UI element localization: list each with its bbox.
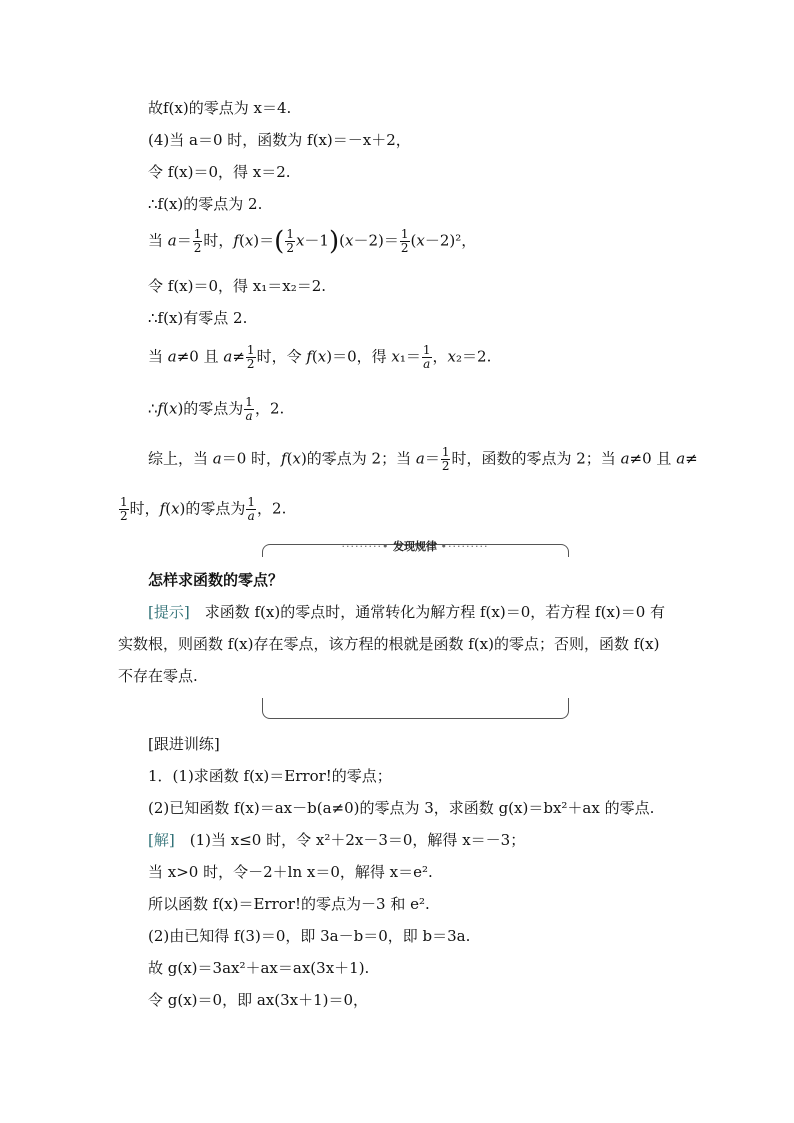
practice-q1: 1．(1)求函数 f(x)＝Error!的零点； bbox=[148, 767, 392, 785]
fraction-half: $\frac{1}{2}$ bbox=[193, 227, 202, 255]
practice-q2: (2)已知函数 f(x)＝ax－b(a≠0)的零点为 3，求函数 g(x)＝bx²＋ax 的零点. bbox=[148, 799, 655, 817]
tip-line-3: 不存在零点. bbox=[118, 667, 198, 685]
text-line-9: ∴f(x)的零点为 $\frac{1}{a}$ ，2. bbox=[148, 395, 285, 423]
solution-line-4: (2)由已知得 f(3)＝0，即 3a－b＝0，即 b＝3a. bbox=[148, 927, 471, 945]
text-line-5: 当 a＝ $\frac{1}{2}$ 时，f(x)＝( $\frac{1}{2}$ x－1)(x－2)＝ $\frac{1}{2}$ (x－2)²， bbox=[148, 226, 477, 257]
solution-line-5: 故 g(x)＝3ax²＋ax＝ax(3x＋1). bbox=[148, 959, 370, 977]
tip-question: 怎样求函数的零点？ bbox=[148, 571, 284, 589]
solution-tag: [解] bbox=[148, 831, 175, 849]
text-line-4: ∴f(x)的零点为 2. bbox=[148, 195, 263, 213]
text-line-2: (4)当 a＝0 时，函数为 f(x)＝－x＋2， bbox=[148, 131, 411, 149]
tip-line-2: 实数根，则函数 f(x)存在零点，该方程的根就是函数 f(x)的零点；否则，函数 f(x) bbox=[118, 635, 660, 653]
text-line-6: 令 f(x)＝0，得 x₁＝x₂＝2. bbox=[148, 277, 327, 295]
text-line-1: 故f(x)的零点为 x＝4. bbox=[148, 99, 292, 117]
tip-box-title: ·········• 发现规律 •········· bbox=[341, 540, 489, 553]
text-line-conclusion-cont: $\frac{1}{2}$ 时，f(x)的零点为 $\frac{1}{a}$ ，2. bbox=[120, 495, 287, 523]
solution-line-3: 所以函数 f(x)＝Error!的零点为－3 和 e². bbox=[148, 895, 430, 913]
solution-line-6: 令 g(x)＝0，即 ax(3x＋1)＝0， bbox=[148, 991, 369, 1009]
text-line-conclusion: 综上，当 a＝0 时，f(x)的零点为 2；当 a＝ $\frac{1}{2}$ 时，函数的零点为 2；当 a≠0 且 a≠ bbox=[148, 445, 698, 473]
hint-tag: [提示] bbox=[148, 603, 190, 621]
text-line-7: ∴f(x)有零点 2. bbox=[148, 309, 248, 327]
solution-line-2: 当 x>0 时，令－2＋ln x＝0，解得 x＝e². bbox=[148, 863, 433, 881]
text-line-8: 当 a≠0 且 a≠ $\frac{1}{2}$ 时，令 f(x)＝0，得 x₁＝ $\frac{1}{a}$ ，x₂＝2. bbox=[148, 343, 492, 371]
text-line-3: 令 f(x)＝0，得 x＝2. bbox=[148, 163, 291, 181]
tip-box-bottom bbox=[262, 698, 569, 719]
practice-heading: [跟进训练] bbox=[148, 735, 220, 753]
tip-line-1: [提示] 求函数 f(x)的零点时，通常转化为解方程 f(x)＝0，若方程 f(x)＝0 有 bbox=[148, 603, 666, 621]
solution-line-1: [解] (1)当 x≤0 时，令 x²＋2x－3＝0，解得 x＝－3； bbox=[148, 831, 526, 849]
